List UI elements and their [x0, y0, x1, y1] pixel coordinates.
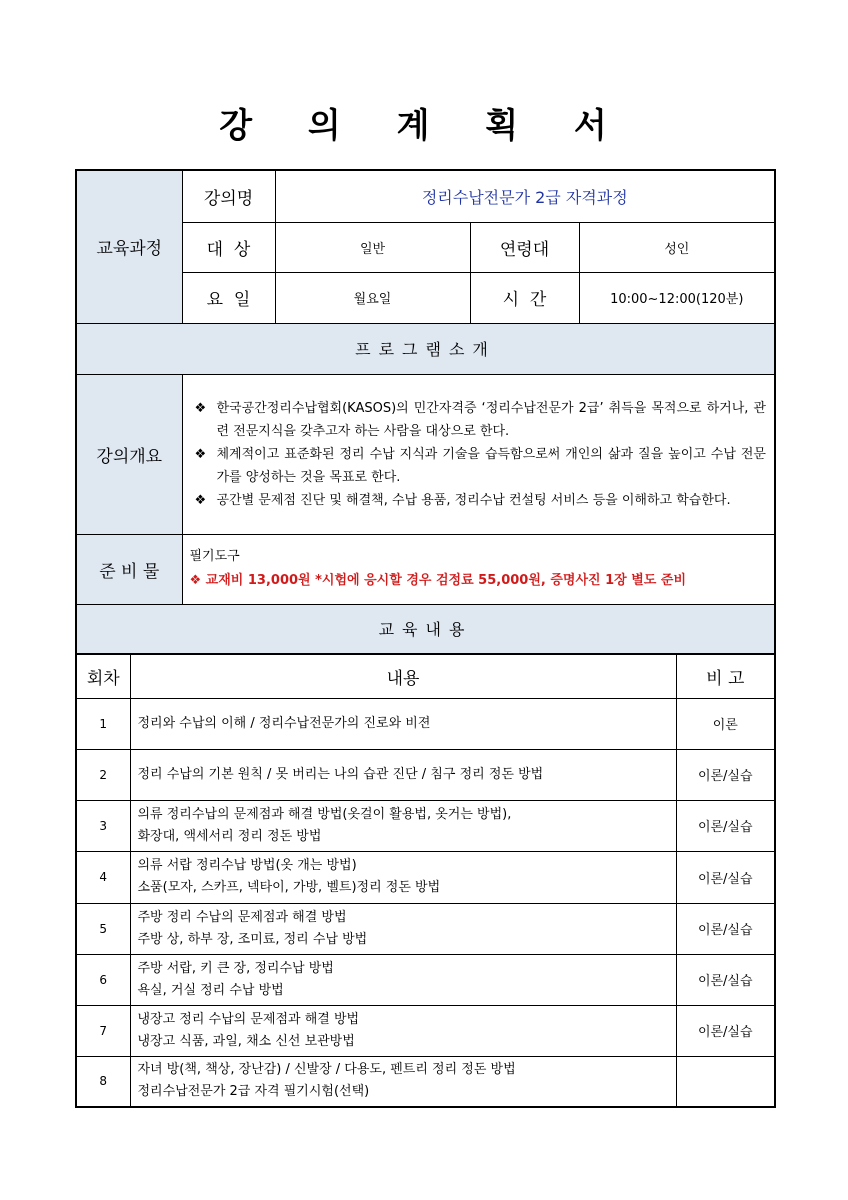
content-header: 교육내용	[76, 604, 775, 654]
lesson-note-header: 비 고	[676, 654, 775, 698]
course-section-label: 교육과정	[76, 170, 182, 323]
materials-label: 준 비 물	[76, 534, 182, 604]
target-value: 일반	[275, 222, 470, 272]
time-value: 10:00~12:00(120분)	[579, 272, 775, 323]
bullet-icon: ❖	[194, 400, 207, 416]
age-value: 성인	[579, 222, 775, 272]
bullet-icon: ❖	[194, 446, 207, 462]
time-label: 시 간	[470, 272, 579, 323]
course-name-value: 정리수납전문가 2급 자격과정	[275, 170, 775, 222]
overview-item: ❖ 한국공간정리수납협회(KASOS)의 민간자격증 ‘정리수납전문가 2급’ 취득을 목적으로 하거나, 관련 전문지식을 갖추고자 하는 사람을 대상으로 한다.	[191, 397, 767, 443]
table-row: 1 정리와 수납의 이해 / 정리수납전문가의 진로와 비젼 이론	[76, 698, 775, 749]
page-title: 강 의 계 획 서	[219, 106, 629, 146]
lesson-table	[75, 653, 776, 1108]
table-row: 7 냉장고 정리 수납의 문제점과 해결 방법 냉장고 식품, 과일, 채소 신선 보관방법 이론/실습	[76, 1005, 775, 1056]
table-row: 4 의류 서랍 정리수납 방법(옷 개는 방법) 소품(모자, 스카프, 넥타이, 가방, 벨트)정리 정돈 방법 이론/실습	[76, 851, 775, 903]
table-row: 5 주방 정리 수납의 문제점과 해결 방법 주방 상, 하부 장, 조미료, 정리 수납 방법 이론/실습	[76, 903, 775, 954]
table-row: 6 주방 서랍, 키 큰 장, 정리수납 방법 욕실, 거실 정리 수납 방법 이론/실습	[76, 954, 775, 1005]
day-label: 요 일	[182, 272, 275, 323]
overview-label: 강의개요	[76, 374, 182, 534]
table-row: 2 정리 수납의 기본 원칙 / 못 버리는 나의 습관 진단 / 침구 정리 정돈 방법 이론/실습	[76, 749, 775, 800]
target-label: 대 상	[182, 222, 275, 272]
table-row: 8 자녀 방(책, 책상, 장난감) / 신발장 / 다용도, 펜트리 정리 정돈 방법 정리수납전문가 2급 자격 필기시험(선택)	[76, 1056, 775, 1107]
lesson-content-header: 내용	[130, 654, 676, 698]
materials-fee-note: ❖ 교재비 13,000원 *시험에 응시할 경우 검정료 55,000원, 증명사진 1장 별도 준비	[189, 573, 687, 588]
program-header: 프로그램소개	[76, 323, 775, 374]
bullet-icon: ❖	[194, 492, 207, 508]
lesson-num-header: 회차	[76, 654, 130, 698]
age-label: 연령대	[470, 222, 579, 272]
overview-item: ❖ 체계적이고 표준화된 정리 수납 지식과 기술을 습득함으로써 개인의 삶과 질을 높이고 수납 전문가를 양성하는 것을 목표로 한다.	[191, 443, 767, 489]
materials-content	[182, 534, 775, 604]
overview-item: ❖ 공간별 문제점 진단 및 해결책, 수납 용품, 정리수납 컨설팅 서비스 등을 이해하고 학습한다.	[191, 489, 767, 512]
course-name-label: 강의명	[182, 170, 275, 222]
table-row: 3 의류 정리수납의 문제점과 해결 방법(옷걸이 활용법, 옷거는 방법), 화장대, 액세서리 정리 정돈 방법 이론/실습	[76, 800, 775, 851]
day-value: 월요일	[275, 272, 470, 323]
course-info-table	[75, 169, 776, 655]
materials-line: 필기도구	[189, 549, 240, 564]
overview-content	[182, 374, 775, 534]
